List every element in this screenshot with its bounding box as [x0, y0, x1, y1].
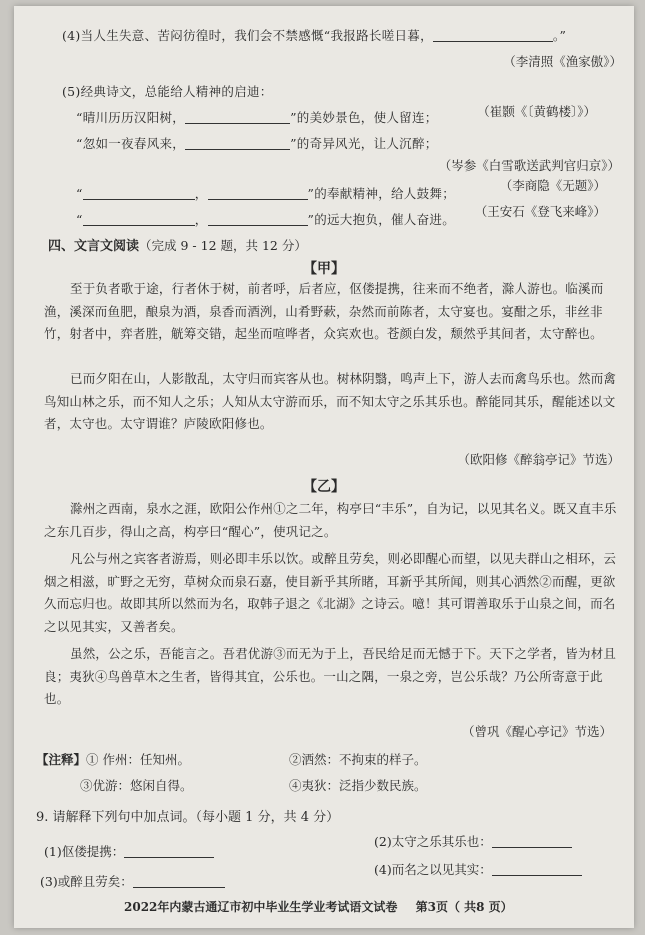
- passage-jia-p2: 已而夕阳在山，人影散乱，太守归而宾客从也。树林阴翳，鸣声上下，游人去而禽鸟乐也。然而禽鸟知山林之乐，而不知人之乐；人知从太守游而乐，而不知太守之乐其乐也。醉能同其乐，醒能述以文者，太守也。太守谓谁？庐陵欧阳修也。: [44, 371, 617, 431]
- passage-jia-p1: 至于负者歌于途，行者休于树，前者呼，后者应，伛偻提携，往来而不绝者，滁人游也。临溪而渔，溪深而鱼肥，酿泉为酒，泉香而酒洌，山肴野蔌，杂然而前陈者，太守宴也。宴酣之乐，非丝非竹，射者中，弈者胜，觥筹交错，起坐而喧哗者，众宾欢也。苍颜白发，颓然乎其间者，太守醉也。: [44, 281, 604, 341]
- passage-yi-p3: 虽然，公之乐，吾能言之。吾君优游③而无为于上，吾民给足而无憾于下。天下之学者，皆为材且良；夷狄④鸟兽草木之生者，皆得其宜，公乐也。一山之隅，一泉之旁，岂公乐哉？乃公所寄意于此也。: [44, 646, 617, 706]
- passage-yi-p2: 凡公与州之宾客者游焉，则必即丰乐以饮。或醉且劳矣，则必即醒心而望，以见夫群山之相环，云烟之相滋，旷野之无穷，草树众而泉石嘉，使目新乎其所睹，耳新乎其所闻，则其心洒然②而醒，更欲久而忘归也。故即其所以然而为名，取韩子退之《北湖》之诗云。噫！其可谓善取乐于山泉之间，而名之以见其实，又善者矣。: [44, 551, 617, 634]
- q5-l3-source: （李商隐《无题》）: [499, 178, 606, 193]
- note-4: ④夷狄：泛指少数民族。: [289, 778, 427, 793]
- q9-4-answer[interactable]: [492, 863, 582, 876]
- section-heading: [48, 235, 307, 254]
- q5-l3-blank-a[interactable]: [83, 187, 195, 200]
- footer-page-number: 第3页（ 共8 页）: [415, 900, 513, 914]
- q5-l3-end: ”的奉献精神，给人鼓舞；: [307, 186, 456, 201]
- q5-l2-text: “忽如一夜春风来，: [76, 136, 186, 151]
- q5-l3-open: “: [76, 186, 83, 201]
- q5-l4-source: （王安石《登飞来峰》）: [474, 204, 606, 219]
- q4-text: (4)当人生失意、苦闷彷徨时，我们会不禁感慨“我报路长嗟日暮，: [62, 28, 433, 43]
- q5-l1-text: “晴川历历汉阳树，: [76, 110, 186, 125]
- q9-2-answer[interactable]: [492, 835, 572, 848]
- q5-l4-mid: ，: [194, 212, 208, 227]
- q4-end: 。”: [552, 28, 567, 43]
- section-title: 四、文言文阅读: [48, 239, 140, 254]
- passage-jia-source: （欧阳修《醉翁亭记》节选）: [457, 452, 620, 467]
- q5-l2-end: ”的奇异风光，让人沉醉；: [290, 136, 438, 151]
- q5-l3-blank-b[interactable]: [208, 187, 308, 200]
- page-footer: [124, 898, 513, 915]
- q9-1-label: (1)伛偻提携：: [44, 844, 125, 859]
- q5-line-4: [76, 210, 455, 228]
- q5-l4-blank-b[interactable]: [208, 213, 308, 226]
- section-subtitle: （完成 9 - 12 题，共 12 分）: [139, 238, 307, 253]
- passage-yi-source: （曾巩《醒心亭记》节选）: [461, 724, 612, 739]
- q5-intro: (5)经典诗文，总能给人精神的启迪：: [62, 84, 273, 99]
- q5-l1-end: ”的美妙景色，使人留连；: [290, 110, 438, 125]
- notes-label: 【注释】: [36, 752, 87, 767]
- note-3: ③优游：悠闲自得。: [80, 778, 193, 793]
- q5-l1-source: （崔颢《〔黄鹤楼〕》）: [477, 104, 596, 119]
- q5-l4-end: ”的远大抱负，催人奋进。: [307, 212, 456, 227]
- passage-jia-label: 【甲】: [303, 261, 345, 277]
- q9-2-label: (2)太守之乐其乐也：: [374, 834, 492, 849]
- q5-l3-mid: ，: [194, 186, 208, 201]
- q4-blank[interactable]: [433, 29, 553, 42]
- q4-line: [62, 26, 566, 44]
- q5-l2-source: （岑参《白雪歌送武判官归京》）: [438, 158, 620, 173]
- q9-3-answer[interactable]: [133, 875, 225, 888]
- q5-l2-blank[interactable]: [185, 137, 290, 150]
- q5-line-2: [76, 134, 438, 152]
- q4-source: （李清照《渔家傲》）: [503, 54, 622, 69]
- passage-yi-p1: 滁州之西南，泉水之涯，欧阳公作州①之二年，构亭曰“丰乐”，自为记，以见其名义。既又直丰乐之东几百步，得山之高，构亭曰“醒心”，使巩记之。: [44, 501, 617, 539]
- q5-l4-blank-a[interactable]: [83, 213, 195, 226]
- footer-exam-title: 2022年内蒙古通辽市初中毕业生学业考试语文试卷: [124, 900, 398, 914]
- q5-l4-open: “: [76, 212, 83, 227]
- q9-item-4: [374, 860, 582, 878]
- q9-item-1: [44, 842, 214, 860]
- q9-title: 9. 请解释下列句中加点词。（每小题 1 分，共 4 分）: [36, 810, 340, 825]
- q5-line-1: [76, 108, 438, 126]
- note-1: ① 作州：任知州。: [86, 752, 190, 767]
- passage-yi-label: 【乙】: [303, 479, 345, 495]
- exam-page: [14, 6, 634, 928]
- q9-3-label: (3)或醉且劳矣：: [40, 874, 133, 889]
- notes-row-1: [36, 750, 190, 768]
- q5-line-3: [76, 184, 455, 202]
- q9-1-answer[interactable]: [124, 845, 214, 858]
- note-2: ②洒然：不拘束的样子。: [289, 752, 427, 767]
- q9-item-2: [374, 832, 572, 850]
- q5-l1-blank[interactable]: [185, 111, 290, 124]
- q9-4-label: (4)而名之以见其实：: [374, 862, 492, 877]
- q9-item-3: [40, 872, 225, 890]
